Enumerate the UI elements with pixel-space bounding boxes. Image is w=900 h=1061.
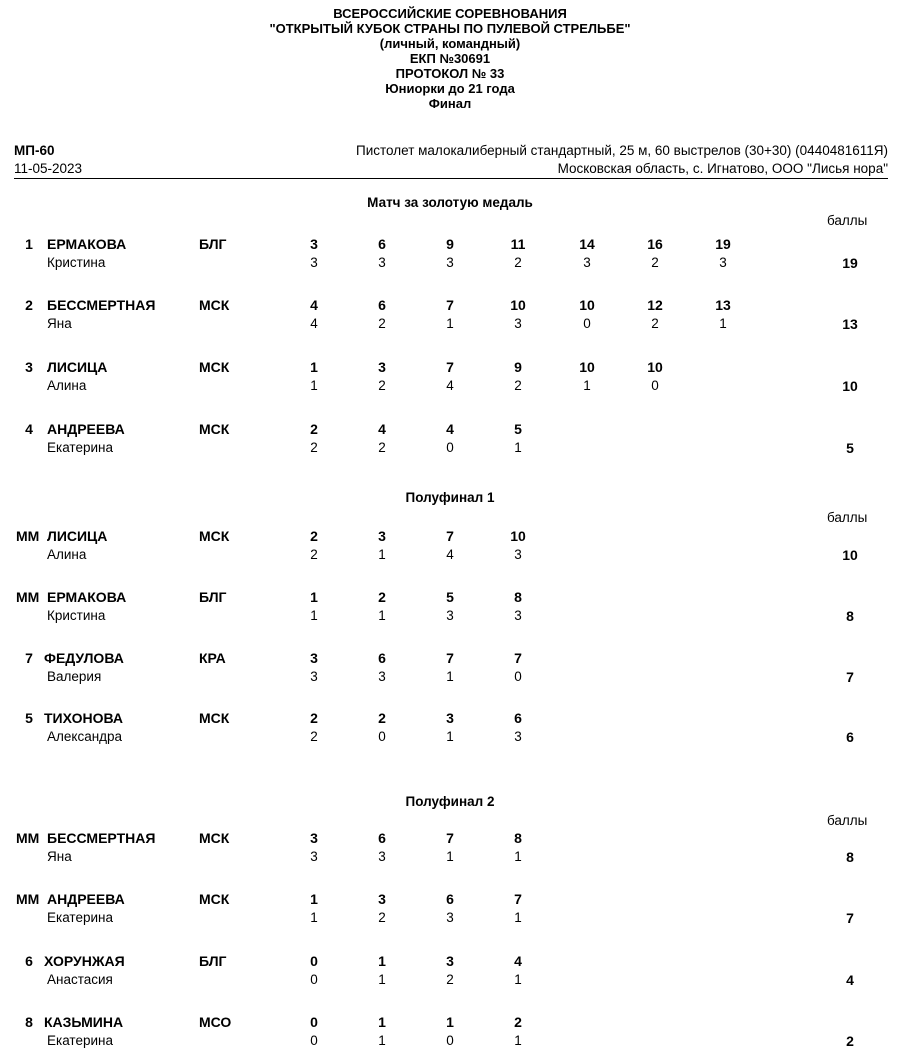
- series-points: 2: [651, 316, 659, 331]
- series-points: 3: [378, 255, 386, 270]
- cumulative-score: 10: [510, 297, 526, 313]
- athlete-region: МСК: [199, 710, 230, 726]
- athlete-region: МСК: [199, 891, 230, 907]
- athlete-rank: ММ: [16, 891, 40, 907]
- athlete-surname: ЕРМАКОВА: [47, 589, 127, 605]
- cumulative-score: 3: [310, 236, 318, 252]
- result-row: [0, 528, 900, 568]
- event-code: МП-60: [14, 143, 55, 158]
- cumulative-score: 6: [378, 297, 386, 313]
- total-points: 19: [842, 255, 858, 271]
- cumulative-score: 14: [579, 236, 595, 252]
- cumulative-score: 7: [514, 650, 522, 666]
- series-points: 2: [378, 316, 386, 331]
- series-points: 1: [514, 1033, 522, 1048]
- result-row: [0, 236, 900, 276]
- athlete-rank: 3: [25, 359, 33, 375]
- athlete-first-name: Екатерина: [47, 910, 113, 925]
- cumulative-score: 1: [378, 1014, 386, 1030]
- cumulative-score: 2: [310, 421, 318, 437]
- athlete-surname: ТИХОНОВА: [44, 710, 124, 726]
- athlete-first-name: Яна: [47, 316, 72, 331]
- athlete-region: БЛГ: [199, 589, 227, 605]
- cumulative-score: 9: [514, 359, 522, 375]
- series-points: 3: [514, 547, 522, 562]
- series-points: 1: [583, 378, 591, 393]
- series-points: 0: [583, 316, 591, 331]
- cumulative-score: 10: [510, 528, 526, 544]
- cumulative-score: 7: [446, 830, 454, 846]
- series-points: 1: [446, 729, 454, 744]
- cumulative-score: 10: [579, 297, 595, 313]
- athlete-surname: БЕССМЕРТНАЯ: [47, 297, 156, 313]
- series-points: 3: [310, 255, 318, 270]
- result-row: [0, 1014, 900, 1054]
- athlete-region: МСК: [199, 297, 230, 313]
- cumulative-score: 3: [446, 710, 454, 726]
- points-column-label: баллы: [827, 510, 868, 525]
- series-points: 3: [310, 669, 318, 684]
- total-points: 8: [846, 608, 854, 624]
- points-column-label: баллы: [827, 813, 868, 828]
- cumulative-score: 3: [378, 528, 386, 544]
- cumulative-score: 6: [378, 236, 386, 252]
- cumulative-score: 4: [378, 421, 386, 437]
- series-points: 4: [310, 316, 318, 331]
- series-points: 1: [514, 849, 522, 864]
- series-points: 0: [446, 1033, 454, 1048]
- cumulative-score: 0: [310, 953, 318, 969]
- series-points: 3: [378, 669, 386, 684]
- series-points: 1: [719, 316, 727, 331]
- cumulative-score: 6: [378, 830, 386, 846]
- result-row: [0, 953, 900, 993]
- athlete-region: МСК: [199, 359, 230, 375]
- cumulative-score: 9: [446, 236, 454, 252]
- series-points: 4: [446, 378, 454, 393]
- header-line: ВСЕРОССИЙСКИЕ СОРЕВНОВАНИЯ: [333, 6, 567, 21]
- series-points: 2: [446, 972, 454, 987]
- header-divider: [14, 178, 888, 179]
- series-points: 2: [378, 440, 386, 455]
- cumulative-score: 11: [510, 236, 526, 252]
- series-points: 3: [310, 849, 318, 864]
- total-points: 7: [846, 669, 854, 685]
- cumulative-score: 1: [310, 359, 318, 375]
- result-row: [0, 710, 900, 750]
- cumulative-score: 3: [378, 891, 386, 907]
- cumulative-score: 1: [310, 891, 318, 907]
- cumulative-score: 2: [310, 528, 318, 544]
- series-points: 3: [514, 729, 522, 744]
- cumulative-score: 16: [647, 236, 663, 252]
- total-points: 8: [846, 849, 854, 865]
- event-date: 11-05-2023: [14, 161, 83, 176]
- athlete-rank: 7: [25, 650, 33, 666]
- cumulative-score: 2: [378, 589, 386, 605]
- section-title: Полуфинал 2: [405, 794, 495, 809]
- athlete-surname: БЕССМЕРТНАЯ: [47, 830, 156, 846]
- total-points: 7: [846, 910, 854, 926]
- athlete-first-name: Александра: [47, 729, 123, 744]
- header-line: Юниорки до 21 года: [385, 81, 515, 96]
- series-points: 0: [651, 378, 659, 393]
- cumulative-score: 2: [310, 710, 318, 726]
- header-line: Финал: [428, 96, 472, 111]
- cumulative-score: 8: [514, 589, 522, 605]
- athlete-first-name: Кристина: [47, 255, 106, 270]
- result-row: [0, 830, 900, 870]
- event-description: Пистолет малокалиберный стандартный, 25 м, 60 выстрелов (30+30) (0440481611Я): [356, 143, 888, 158]
- header-line: ЕКП №30691: [409, 51, 491, 66]
- result-row: [0, 297, 900, 337]
- athlete-rank: ММ: [16, 589, 40, 605]
- cumulative-score: 1: [446, 1014, 454, 1030]
- series-points: 1: [378, 1033, 386, 1048]
- athlete-surname: ЛИСИЦА: [47, 359, 108, 375]
- series-points: 1: [378, 972, 386, 987]
- series-points: 1: [514, 910, 522, 925]
- cumulative-score: 5: [446, 589, 454, 605]
- protocol-header: [0, 6, 900, 111]
- cumulative-score: 3: [310, 830, 318, 846]
- athlete-rank: 8: [25, 1014, 33, 1030]
- athlete-region: МСО: [199, 1014, 232, 1030]
- header-line: ПРОТОКОЛ № 33: [395, 66, 505, 81]
- cumulative-score: 12: [647, 297, 663, 313]
- cumulative-score: 8: [514, 830, 522, 846]
- total-points: 10: [842, 547, 858, 563]
- cumulative-score: 4: [514, 953, 522, 969]
- series-points: 3: [583, 255, 591, 270]
- series-points: 1: [446, 316, 454, 331]
- cumulative-score: 2: [378, 710, 386, 726]
- section-title: Матч за золотую медаль: [367, 195, 533, 210]
- athlete-rank: 5: [25, 710, 33, 726]
- series-points: 1: [378, 608, 386, 623]
- series-points: 1: [310, 378, 318, 393]
- series-points: 2: [514, 378, 522, 393]
- cumulative-score: 10: [579, 359, 595, 375]
- result-row: [0, 359, 900, 399]
- cumulative-score: 7: [446, 528, 454, 544]
- series-points: 2: [310, 440, 318, 455]
- cumulative-score: 7: [446, 359, 454, 375]
- series-points: 0: [378, 729, 386, 744]
- result-row: [0, 891, 900, 931]
- cumulative-score: 4: [310, 297, 318, 313]
- result-row: [0, 589, 900, 629]
- athlete-rank: 2: [25, 297, 33, 313]
- series-points: 3: [446, 255, 454, 270]
- athlete-first-name: Екатерина: [47, 1033, 113, 1048]
- series-points: 0: [310, 972, 318, 987]
- athlete-region: МСК: [199, 830, 230, 846]
- series-points: 1: [310, 910, 318, 925]
- series-points: 1: [446, 669, 454, 684]
- event-location: Московская область, с. Игнатово, ООО "Лисья нора": [557, 161, 888, 176]
- total-points: 10: [842, 378, 858, 394]
- athlete-first-name: Яна: [47, 849, 72, 864]
- cumulative-score: 1: [310, 589, 318, 605]
- athlete-region: БЛГ: [199, 953, 227, 969]
- athlete-surname: ЕРМАКОВА: [47, 236, 127, 252]
- athlete-first-name: Екатерина: [47, 440, 113, 455]
- cumulative-score: 7: [446, 297, 454, 313]
- header-line: "ОТКРЫТЫЙ КУБОК СТРАНЫ ПО ПУЛЕВОЙ СТРЕЛЬБЕ": [269, 21, 631, 36]
- series-points: 1: [446, 849, 454, 864]
- cumulative-score: 19: [715, 236, 731, 252]
- series-points: 2: [514, 255, 522, 270]
- athlete-rank: ММ: [16, 830, 40, 846]
- series-points: 0: [514, 669, 522, 684]
- athlete-rank: ММ: [16, 528, 40, 544]
- cumulative-score: 5: [514, 421, 522, 437]
- series-points: 0: [446, 440, 454, 455]
- athlete-rank: 4: [25, 421, 33, 437]
- result-row: [0, 421, 900, 461]
- series-points: 1: [514, 972, 522, 987]
- athlete-region: БЛГ: [199, 236, 227, 252]
- athlete-surname: АНДРЕЕВА: [47, 421, 125, 437]
- cumulative-score: 6: [446, 891, 454, 907]
- athlete-region: МСК: [199, 528, 230, 544]
- series-points: 2: [651, 255, 659, 270]
- athlete-first-name: Алина: [47, 547, 87, 562]
- cumulative-score: 1: [378, 953, 386, 969]
- cumulative-score: 3: [310, 650, 318, 666]
- series-points: 1: [378, 547, 386, 562]
- athlete-surname: ХОРУНЖАЯ: [44, 953, 125, 969]
- series-points: 3: [446, 910, 454, 925]
- cumulative-score: 13: [715, 297, 731, 313]
- athlete-rank: 1: [25, 236, 33, 252]
- cumulative-score: 2: [514, 1014, 522, 1030]
- athlete-first-name: Валерия: [47, 669, 102, 684]
- series-points: 3: [378, 849, 386, 864]
- athlete-first-name: Анастасия: [47, 972, 113, 987]
- cumulative-score: 0: [310, 1014, 318, 1030]
- section-title: Полуфинал 1: [405, 490, 495, 505]
- cumulative-score: 7: [514, 891, 522, 907]
- cumulative-score: 10: [647, 359, 663, 375]
- cumulative-score: 3: [378, 359, 386, 375]
- total-points: 4: [846, 972, 854, 988]
- series-points: 3: [514, 316, 522, 331]
- series-points: 3: [446, 608, 454, 623]
- series-points: 0: [310, 1033, 318, 1048]
- series-points: 2: [310, 729, 318, 744]
- athlete-surname: ФЕДУЛОВА: [44, 650, 124, 666]
- athlete-surname: КАЗЬМИНА: [44, 1014, 124, 1030]
- cumulative-score: 7: [446, 650, 454, 666]
- header-line: (личный, командный): [379, 36, 521, 51]
- result-row: [0, 650, 900, 690]
- athlete-region: КРА: [199, 650, 226, 666]
- total-points: 13: [842, 316, 858, 332]
- athlete-region: МСК: [199, 421, 230, 437]
- points-column-label: баллы: [827, 213, 868, 228]
- athlete-surname: АНДРЕЕВА: [47, 891, 125, 907]
- athlete-first-name: Кристина: [47, 608, 106, 623]
- cumulative-score: 4: [446, 421, 454, 437]
- series-points: 1: [514, 440, 522, 455]
- series-points: 2: [378, 378, 386, 393]
- athlete-rank: 6: [25, 953, 33, 969]
- cumulative-score: 6: [514, 710, 522, 726]
- series-points: 4: [446, 547, 454, 562]
- athlete-first-name: Алина: [47, 378, 87, 393]
- total-points: 5: [846, 440, 854, 456]
- total-points: 2: [846, 1033, 854, 1049]
- series-points: 3: [514, 608, 522, 623]
- series-points: 3: [719, 255, 727, 270]
- series-points: 2: [378, 910, 386, 925]
- cumulative-score: 6: [378, 650, 386, 666]
- cumulative-score: 3: [446, 953, 454, 969]
- series-points: 2: [310, 547, 318, 562]
- series-points: 1: [310, 608, 318, 623]
- total-points: 6: [846, 729, 854, 745]
- athlete-surname: ЛИСИЦА: [47, 528, 108, 544]
